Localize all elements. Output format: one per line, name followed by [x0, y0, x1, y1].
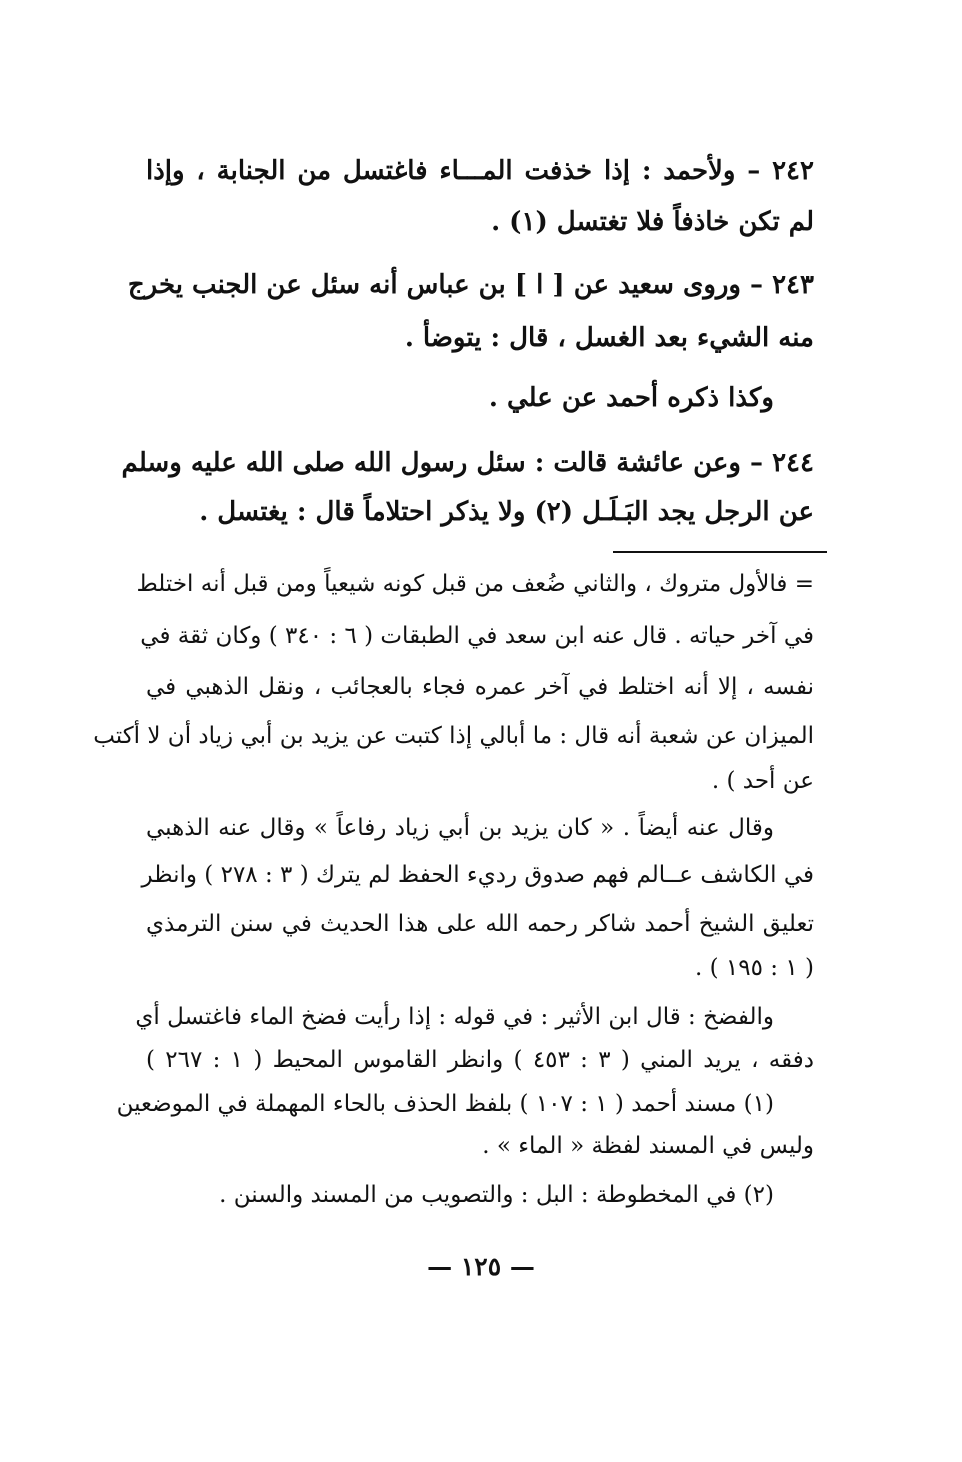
paragraph-244-line-1: ٢٤٤ – وعن عائشة قالت : سئل رسول الله صلى الله عليه وسلم [121, 448, 814, 478]
footnote-continuation-line-2: في آخر حياته . قال عنه ابن سعد في الطبقات ( ٦ : ٣٤٠ ) وكان ثقة في [140, 623, 814, 649]
page-number: — ١٢٥ — [427, 1252, 535, 1281]
footnote-continuation-line-1: = فالأول متروك ، والثاني ضُعف من قبل كونه شيعياً ومن قبل أنه اختلط [136, 571, 814, 597]
footnote-separator [613, 551, 827, 553]
footnote-1-line-1: (١) مسند أحمد ( ١ : ١٠٧ ) بلفظ الحذف بالحاء المهملة في الموضعين [116, 1091, 774, 1117]
paragraph-242-line-1: ٢٤٢ – ولأحمد : إذا خذفت المـــاء فاغتسل من الجنابة ، وإذا [146, 156, 814, 186]
footnote-fadkh-line-1: والفضخ : قال ابن الأثير : في قوله : إذا رأيت فضخ الماء فاغتسل أي [135, 1004, 774, 1030]
paragraph-243-addendum: وكذا ذكره أحمد عن علي . [488, 383, 774, 413]
paragraph-244-line-2: عن الرجل يجد البَـلَـل (٢) ولا يذكر احتلاماً قال : يغتسل . [199, 497, 814, 527]
paragraph-243-line-2: منه الشيء بعد الغسل ، قال : يتوضأ . [404, 323, 814, 353]
paragraph-242-line-2: لم تكن خاذفاً فلا تغتسل (١) . [491, 207, 814, 237]
footnote-2-line-1: (٢) في المخطوطة : البل : والتصويب من المسند والسنن . [219, 1182, 774, 1208]
footnote-continuation-line-5: عن أحد ) . [711, 768, 814, 794]
paragraph-243-line-1: ٢٤٣ – وروى سعيد عن [ ا ] بن عباس أنه سئل عن الجنب يخرج [127, 270, 814, 300]
footnote-dhahabi-line-1: وقال عنه أيضاً . « كان يزيد بن أبي زياد رفاعاً » وقال عنه الذهبي [146, 815, 774, 841]
footnote-dhahabi-line-2: في الكاشف عــالم فهم صدوق رديء الحفظ لم يترك ( ٣ : ٢٧٨ ) وانظر [141, 862, 814, 888]
footnote-dhahabi-line-3: تعليق الشيخ أحمد شاكر رحمه الله على هذا الحديث في سنن الترمذي [146, 911, 814, 937]
footnote-dhahabi-line-4: ( ١ : ١٩٥ ) . [695, 955, 814, 981]
footnote-continuation-line-3: نفسه ، إلا أنه اختلط في آخر عمره فجاء بالعجائب ، ونقل الذهبي في [146, 674, 814, 700]
footnote-1-line-2: وليس في المسند لفظة « الماء » . [482, 1133, 814, 1159]
footnote-fadkh-line-2: دفقه ، يريد المني ( ٣ : ٤٥٣ ) وانظر القاموس المحيط ( ١ : ٢٦٧ ) [146, 1047, 815, 1073]
footnote-continuation-line-4: الميزان عن شعبة أنه قال : ما أبالي إذا كتبت عن يزيد بن أبي زياد أن لا أكتب [93, 723, 814, 749]
